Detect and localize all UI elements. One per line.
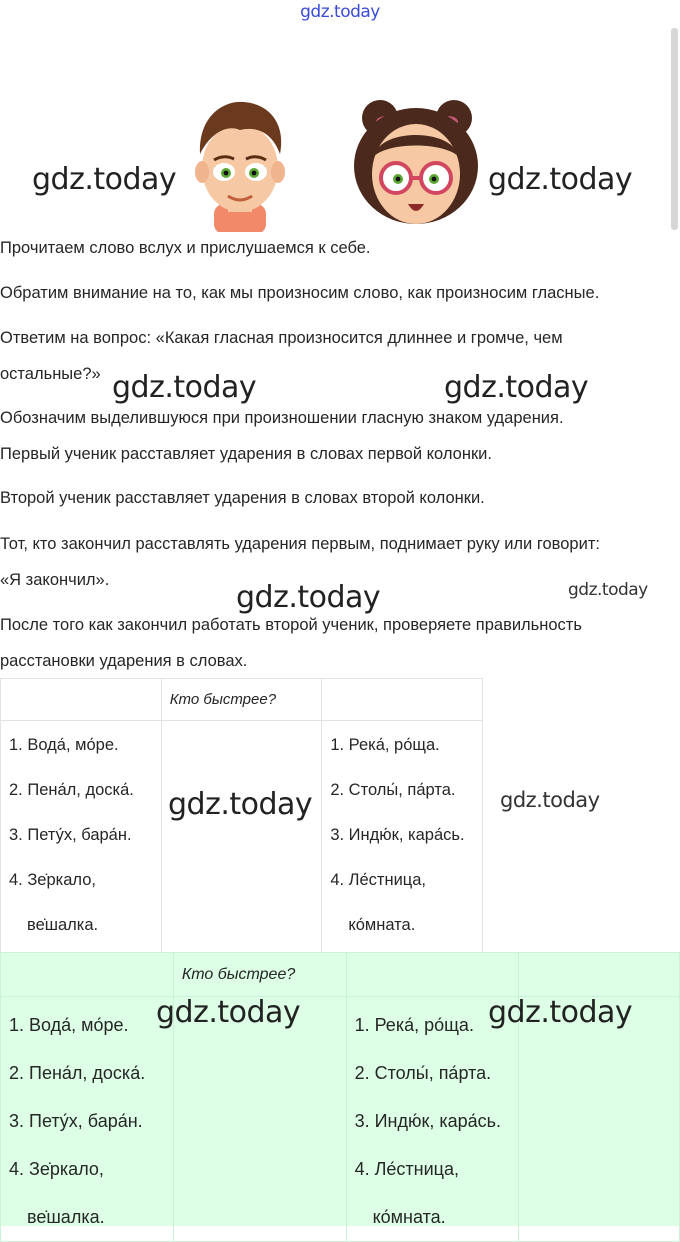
instruction-line: Первый ученик расставляет ударения в словах первой колонки.: [0, 445, 492, 463]
table-header-empty: [1, 679, 162, 721]
table-middle-cell: [173, 997, 346, 1242]
table-empty-cell: [519, 997, 680, 1242]
word-line: 1. Вода́, мо́ре.: [9, 1015, 129, 1035]
word-line: 2. Столы́, па́рта.: [354, 1063, 492, 1083]
instruction-line: Обозначим выделившуюся при произношении гласную знаком ударения.: [0, 409, 564, 427]
instruction-line: расстановки ударения в словах.: [0, 652, 248, 670]
watermark: gdz.today: [236, 580, 381, 615]
column-first-words: [1, 997, 174, 1242]
watermark: gdz.today: [156, 995, 301, 1030]
word-line: ве̇шалка.: [27, 1207, 105, 1227]
instruction-line: Тот, кто закончил расставлять ударения первым, поднимает руку или говорит:: [0, 535, 600, 553]
watermark: gdz.today: [488, 162, 633, 197]
watermark: gdz.today: [500, 788, 600, 812]
word-line: 1. Река́, ро́ща.: [330, 736, 440, 754]
table-header: Кто быстрее?: [161, 679, 322, 721]
word-line: 2. Пена́л, доска́.: [9, 1063, 146, 1083]
site-logo[interactable]: gdz.today: [300, 2, 380, 22]
instruction-line: «Я закончил».: [0, 571, 110, 589]
instruction-line: Прочитаем слово вслух и прислушаемся к себе.: [0, 239, 371, 257]
word-line: 3. Пету́х, бара́н.: [9, 826, 132, 844]
word-line: 3. Пету́х, бара́н.: [9, 1111, 143, 1131]
instruction-line: Ответим на вопрос: «Какая гласная произносится длиннее и громче, чем: [0, 329, 563, 347]
instruction-line: После того как закончил работать второй ученик, проверяете правильность: [0, 616, 582, 634]
watermark: gdz.today: [32, 162, 177, 197]
watermark: gdz.today: [488, 995, 633, 1030]
watermark: gdz.today: [168, 787, 313, 822]
table-header-empty: [346, 953, 519, 997]
column-second-words: [346, 997, 519, 1242]
word-line: ко́мната.: [372, 1207, 446, 1227]
column-first-words: [1, 721, 162, 953]
word-line: 1. Вода́, мо́ре.: [9, 736, 119, 754]
instruction-line: Второй ученик расставляет ударения в словах второй колонки.: [0, 489, 485, 507]
table-header-empty: [519, 953, 680, 997]
word-line: 4. Зе̇ркало,: [9, 1159, 104, 1179]
boy-face-icon: [192, 96, 288, 232]
word-line: 3. Индю́к, кара́сь.: [354, 1111, 502, 1131]
table-header-empty: [322, 679, 483, 721]
watermark: gdz.today: [568, 580, 648, 600]
table-middle-cell: [161, 721, 322, 953]
word-line: ве̇шалка.: [27, 916, 99, 934]
table-header: Кто быстрее?: [173, 953, 346, 997]
watermark: gdz.today: [444, 370, 589, 405]
word-line: 2. Пена́л, доска́.: [9, 781, 134, 799]
instruction-line: Обратим внимание на то, как мы произносим слово, как произносим гласные.: [0, 284, 600, 302]
answer-block: [0, 952, 680, 1226]
word-line: 3. Индю́к, кара́сь.: [330, 826, 465, 844]
girl-face-icon: [346, 96, 486, 232]
word-line: 2. Столы́, па́рта.: [330, 781, 456, 799]
words-table: [0, 678, 483, 953]
column-second-words: [322, 721, 483, 953]
word-line: ко́мната.: [348, 916, 416, 934]
word-line: 4. Ле́стница,: [354, 1159, 459, 1179]
watermark: gdz.today: [112, 370, 257, 405]
word-line: 4. Зе̇ркало,: [9, 871, 96, 889]
word-line: 4. Ле́стница,: [330, 871, 427, 889]
word-line: 1. Река́, ро́ща.: [354, 1015, 474, 1035]
table-header-empty: [1, 953, 174, 997]
instruction-line: остальные?»: [0, 365, 101, 383]
